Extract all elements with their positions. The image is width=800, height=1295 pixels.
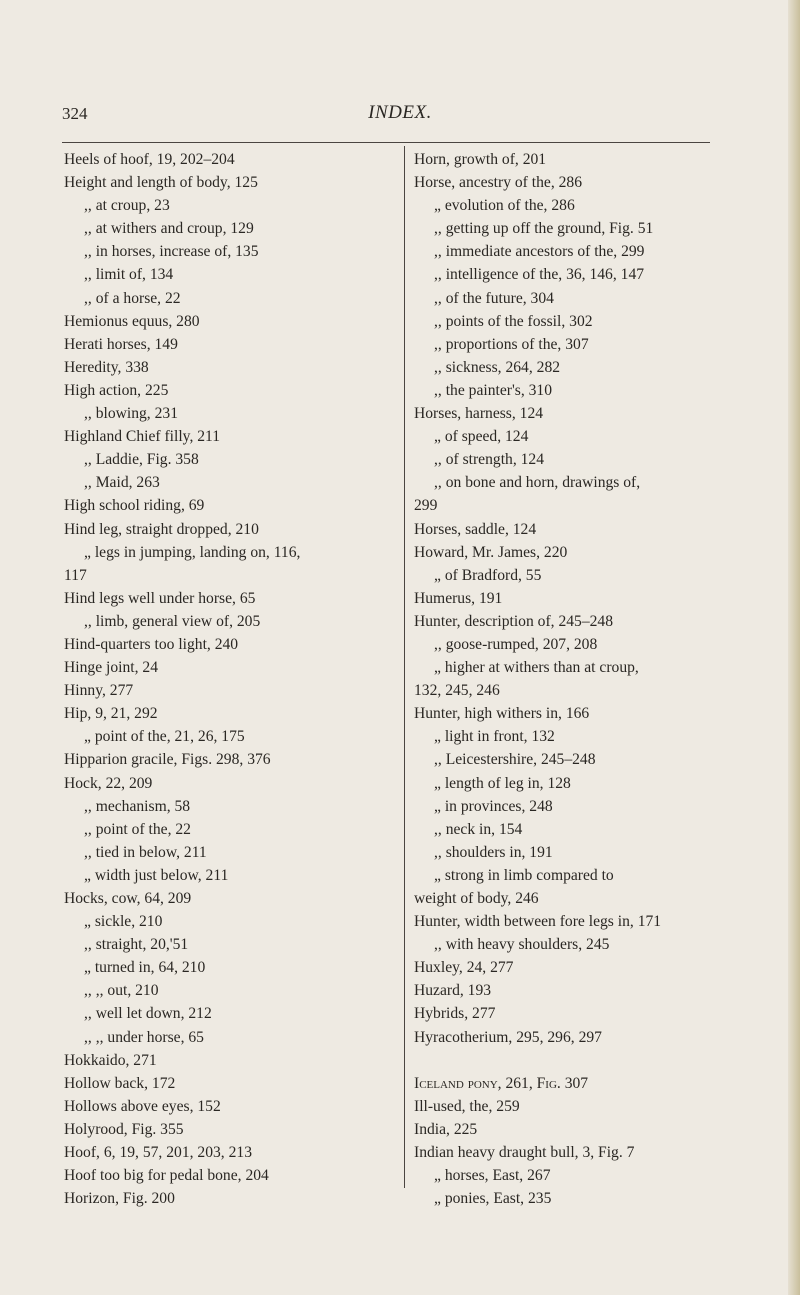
index-entry: ,, of strength, 124 [434, 451, 545, 469]
index-entry: Hemionus equus, 280 [64, 312, 200, 330]
index-entry: Horse, ancestry of the, 286 [414, 174, 583, 192]
index-entry: ,, points of the fossil, 302 [434, 312, 593, 330]
index-entry: ,, of a horse, 22 [84, 289, 181, 307]
index-entry: „ ponies, East, 235 [434, 1190, 552, 1208]
index-entry: Horses, saddle, 124 [414, 520, 537, 538]
index-entry: „ length of leg in, 128 [434, 774, 571, 792]
index-entry: Hip, 9, 21, 292 [64, 705, 158, 723]
index-entry: Hollow back, 172 [64, 1074, 176, 1092]
index-entry: ,, well let down, 212 [84, 1005, 212, 1023]
column-divider [404, 146, 405, 1188]
index-entry: Humerus, 191 [414, 589, 503, 607]
index-entry: ,, Leicestershire, 245–248 [434, 751, 596, 769]
index-entry: ,, neck in, 154 [434, 820, 523, 838]
index-entry: ,, mechanism, 58 [84, 797, 191, 815]
index-entry: ,, tied in below, 211 [84, 843, 207, 861]
index-entry: Hinny, 277 [64, 682, 134, 700]
index-entry: „ horses, East, 267 [434, 1167, 551, 1185]
index-entry: Hock, 22, 209 [64, 774, 153, 792]
index-entry: Herati horses, 149 [64, 335, 178, 353]
index-entry: „ strong in limb compared to [434, 866, 614, 884]
index-entry: „ higher at withers than at croup, [434, 659, 639, 677]
index-entry: „ width just below, 211 [84, 866, 229, 884]
index-entry: ,, ,, out, 210 [84, 982, 159, 1000]
index-entry: ,, Maid, 263 [84, 474, 160, 492]
index-entry: ,, at croup, 23 [84, 197, 170, 215]
index-entry: Hind leg, straight dropped, 210 [64, 520, 259, 538]
index-entry: India, 225 [414, 1120, 478, 1138]
section-gap [414, 1049, 714, 1072]
index-entry: ,, limit of, 134 [84, 266, 174, 284]
index-entry: Holyrood, Fig. 355 [64, 1120, 184, 1138]
index-entry: 117 [64, 566, 87, 584]
index-entry: ,, Laddie, Fig. 358 [84, 451, 199, 469]
index-entry: ,, with heavy shoulders, 245 [434, 936, 610, 954]
index-entry: „ in provinces, 248 [434, 797, 553, 815]
index-column-left [64, 148, 396, 1210]
index-entry: Howard, Mr. James, 220 [414, 543, 568, 561]
index-entry: High school riding, 69 [64, 497, 205, 515]
page-edge [788, 0, 800, 1295]
index-entry: Hipparion gracile, Figs. 298, 376 [64, 751, 271, 769]
index-entry: Hunter, high withers in, 166 [414, 705, 590, 723]
index-entry: Hokkaido, 271 [64, 1051, 157, 1069]
index-entry: „ turned in, 64, 210 [84, 959, 206, 977]
index-entry: Heels of hoof, 19, 202–204 [64, 151, 235, 168]
index-entry: ,, blowing, 231 [84, 405, 178, 423]
index-entry: Hind legs well under horse, 65 [64, 589, 256, 607]
index-entry: Hoof too big for pedal bone, 204 [64, 1167, 269, 1185]
index-entry: ,, ,, under horse, 65 [84, 1028, 204, 1046]
index-entry: Horses, harness, 124 [414, 405, 544, 423]
index-entry: „ legs in jumping, landing on, 116, [84, 543, 301, 561]
index-entry: Iceland pony, 261, Fig. 307 [414, 1074, 589, 1092]
index-entry: „ point of the, 21, 26, 175 [84, 728, 245, 746]
index-entry: Highland Chief filly, 211 [64, 428, 221, 446]
index-entry: Hind-quarters too light, 240 [64, 635, 239, 653]
index-entry: ,, intelligence of the, 36, 146, 147 [434, 266, 645, 284]
index-entry: Hocks, cow, 64, 209 [64, 890, 192, 907]
index-entry: ,, of the future, 304 [434, 289, 554, 307]
index-entry: „ sickle, 210 [84, 913, 163, 931]
index-entry: Height and length of body, 125 [64, 174, 258, 192]
index-entry: ,, shoulders in, 191 [434, 843, 553, 861]
index-entry: weight of body, 246 [414, 890, 539, 907]
index-entry: ,, sickness, 264, 282 [434, 358, 561, 376]
index-entry: ,, goose-rumped, 207, 208 [434, 635, 598, 653]
index-entry: „ evolution of the, 286 [434, 197, 575, 215]
index-entry: Huzard, 193 [414, 982, 492, 1000]
index-entry: Hinge joint, 24 [64, 659, 158, 677]
index-entry: ,, getting up off the ground, Fig. 51 [434, 220, 654, 238]
index-entry: Heredity, 338 [64, 358, 149, 376]
index-entry: ,, straight, 20,'51 [84, 936, 189, 954]
index-entry: Ill-used, the, 259 [414, 1097, 520, 1115]
index-entry: ,, at withers and croup, 129 [84, 220, 254, 238]
index-entry: ,, point of the, 22 [84, 820, 191, 838]
index-entry: Indian heavy draught bull, 3, Fig. 7 [414, 1143, 635, 1161]
header-rule [62, 142, 710, 143]
index-entry: Hunter, width between fore legs in, 171 [414, 913, 662, 931]
index-entry: 132, 245, 246 [414, 682, 500, 700]
index-entry: Hoof, 6, 19, 57, 201, 203, 213 [64, 1144, 252, 1162]
index-entry: Hybrids, 277 [414, 1005, 496, 1023]
page-title: INDEX. [368, 102, 432, 123]
index-entry: Hollows above eyes, 152 [64, 1097, 221, 1115]
index-entry: „ light in front, 132 [434, 728, 555, 746]
index-entry: 299 [414, 497, 438, 515]
index-entry: Horn, growth of, 201 [414, 151, 547, 168]
index-entry: ,, on bone and horn, drawings of, [434, 474, 641, 492]
index-entry: High action, 225 [64, 381, 169, 399]
index-entry: Horizon, Fig. 200 [64, 1190, 175, 1208]
index-entry: ,, limb, general view of, 205 [84, 612, 261, 630]
index-entry: Hyracotherium, 295, 296, 297 [414, 1028, 602, 1046]
index-entry: ,, in horses, increase of, 135 [84, 243, 259, 261]
index-entry: ,, the painter's, 310 [434, 381, 553, 399]
index-entry: Hunter, description of, 245–248 [414, 612, 614, 630]
index-entry: Huxley, 24, 277 [414, 959, 514, 977]
page-number: 324 [62, 104, 88, 123]
index-entry: „ of speed, 124 [434, 428, 529, 446]
index-column-right [414, 148, 714, 1210]
index-entry: „ of Bradford, 55 [434, 566, 542, 584]
index-entry: ,, proportions of the, 307 [434, 335, 589, 353]
index-entry: ,, immediate ancestors of the, 299 [434, 243, 645, 261]
